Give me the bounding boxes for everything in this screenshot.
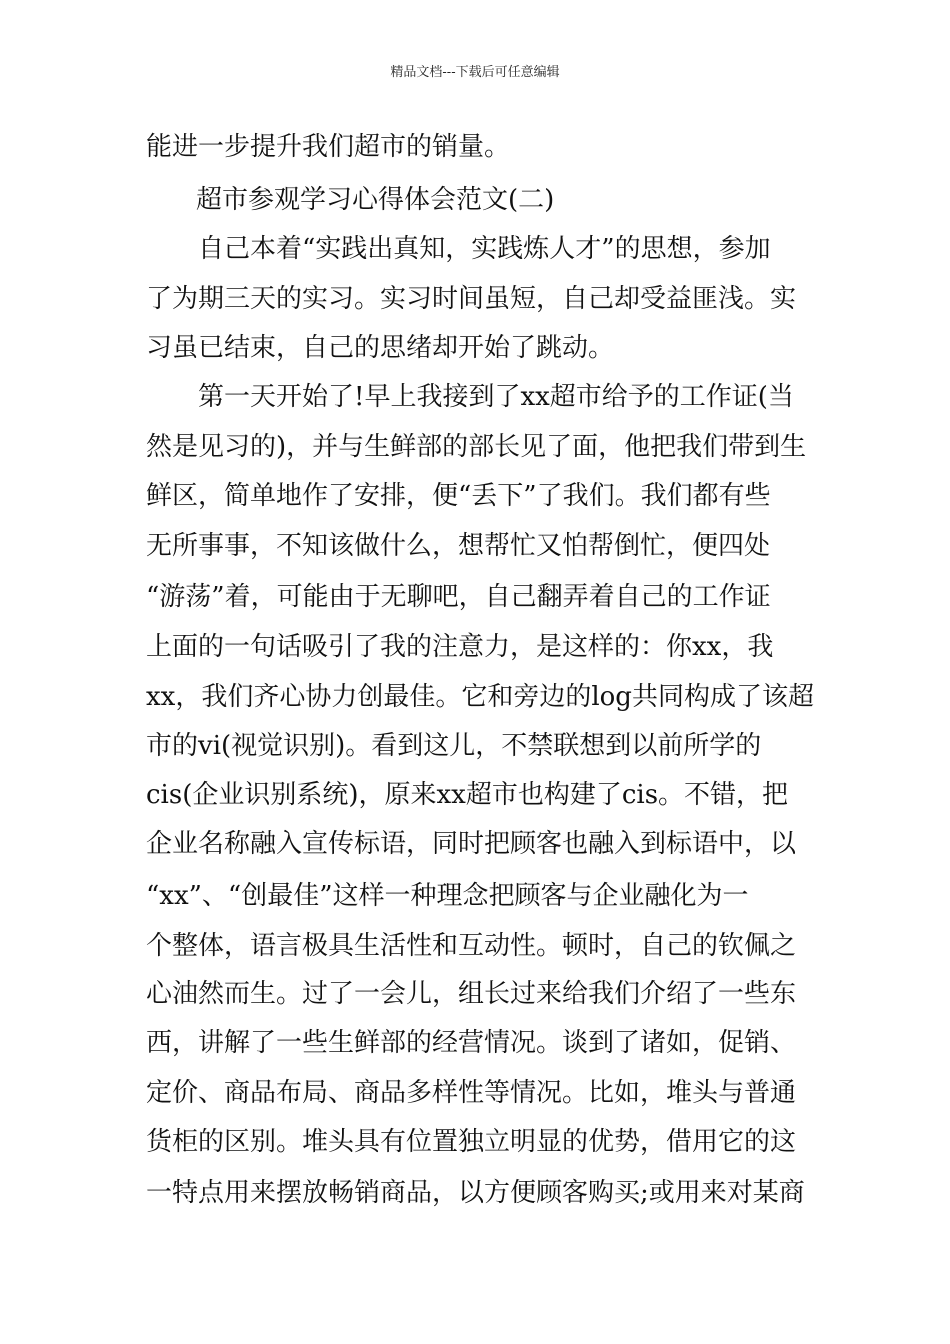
body-line: 企业名称融入宣传标语，同时把顾客也融入到标语中，以: [146, 829, 797, 859]
body-line: 货柜的区别。堆头具有位置独立明显的优势，借用它的这: [146, 1127, 797, 1157]
paragraph-start-line: 第一天开始了!早上我接到了xx超市给予的工作证(当: [198, 382, 794, 412]
body-line: 了为期三天的实习。实习时间虽短，自己却受益匪浅。实: [146, 284, 797, 314]
body-line: 定价、商品布局、商品多样性等情况。比如，堆头与普通: [146, 1078, 797, 1108]
body-line: 一特点用来摆放畅销商品，以方便顾客购买;或用来对某商: [146, 1178, 805, 1208]
body-line: 习虽已结束，自己的思绪却开始了跳动。: [146, 333, 615, 363]
body-line: 心油然而生。过了一会儿，组长过来给我们介绍了一些东: [146, 979, 797, 1009]
body-line: “游荡”着，可能由于无聊吧，自己翻弄着自己的工作证: [146, 582, 771, 612]
body-line: xx，我们齐心协力创最佳。它和旁边的log共同构成了该超: [146, 682, 814, 712]
body-line: 市的vi(视觉识别)。看到这儿，不禁联想到以前所学的: [146, 731, 762, 761]
body-line: 能进一步提升我们超市的销量。: [146, 132, 511, 162]
paragraph-start-line: 自己本着“实践出真知，实践炼人才”的思想，参加: [198, 234, 771, 264]
body-line: 西，讲解了一些生鲜部的经营情况。谈到了诸如，促销、: [146, 1028, 797, 1058]
body-line: 上面的一句话吸引了我的注意力，是这样的：你xx，我: [146, 632, 774, 662]
body-line: 个整体，语言极具生活性和互动性。顿时，自己的钦佩之: [146, 931, 797, 961]
section-heading: 超市参观学习心得体会范文(二): [196, 185, 555, 215]
body-line: “xx”、“创最佳”这样一种理念把顾客与企业融化为一: [146, 881, 749, 911]
body-line: 鲜区，简单地作了安排，便“丢下”了我们。我们都有些: [146, 481, 771, 511]
body-line: 然是见习的)，并与生鲜部的部长见了面，他把我们带到生: [146, 432, 807, 462]
body-line: cis(企业识别系统)，原来xx超市也构建了cis。不错，把: [146, 780, 789, 810]
page-header: 精品文档---下载后可任意编辑: [390, 65, 560, 80]
body-line: 无所事事，不知该做什么，想帮忙又怕帮倒忙，便四处: [146, 531, 771, 561]
